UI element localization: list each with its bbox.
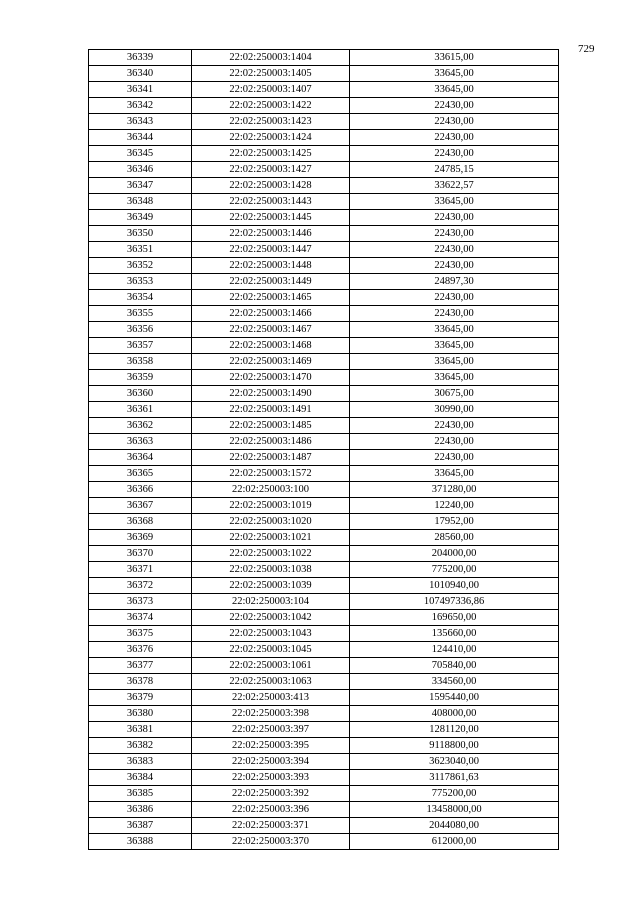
table-row (89, 146, 559, 162)
value-cell: 22430,00 (350, 146, 559, 162)
value-cell: 775200,00 (350, 562, 559, 578)
cadastral-number-cell: 22:02:250003:100 (192, 482, 350, 498)
cadastral-number-cell: 22:02:250003:394 (192, 754, 350, 770)
value-cell: 135660,00 (350, 626, 559, 642)
table-row (89, 658, 559, 674)
cadastral-number-cell: 22:02:250003:1022 (192, 546, 350, 562)
table-row (89, 818, 559, 834)
row-number-cell: 36355 (89, 306, 192, 322)
cadastral-number-cell: 22:02:250003:371 (192, 818, 350, 834)
cadastral-number-cell: 22:02:250003:1020 (192, 514, 350, 530)
row-number-cell: 36383 (89, 754, 192, 770)
cadastral-number-cell: 22:02:250003:398 (192, 706, 350, 722)
cadastral-number-cell: 22:02:250003:397 (192, 722, 350, 738)
table-row (89, 434, 559, 450)
row-number-cell: 36357 (89, 338, 192, 354)
cadastral-number-cell: 22:02:250003:1466 (192, 306, 350, 322)
row-number-cell: 36384 (89, 770, 192, 786)
cadastral-number-cell: 22:02:250003:393 (192, 770, 350, 786)
cadastral-number-cell: 22:02:250003:1468 (192, 338, 350, 354)
cadastral-number-cell: 22:02:250003:1470 (192, 370, 350, 386)
table-row (89, 402, 559, 418)
row-number-cell: 36363 (89, 434, 192, 450)
cadastral-number-cell: 22:02:250003:1491 (192, 402, 350, 418)
page-number: 729 (578, 43, 595, 55)
table-row (89, 690, 559, 706)
value-cell: 33615,00 (350, 50, 559, 66)
value-cell: 408000,00 (350, 706, 559, 722)
cadastral-number-cell: 22:02:250003:1490 (192, 386, 350, 402)
row-number-cell: 36354 (89, 290, 192, 306)
value-cell: 3117861,63 (350, 770, 559, 786)
value-cell: 612000,00 (350, 834, 559, 850)
row-number-cell: 36359 (89, 370, 192, 386)
row-number-cell: 36346 (89, 162, 192, 178)
row-number-cell: 36348 (89, 194, 192, 210)
table-row (89, 338, 559, 354)
table-row (89, 370, 559, 386)
cadastral-number-cell: 22:02:250003:1404 (192, 50, 350, 66)
row-number-cell: 36352 (89, 258, 192, 274)
cadastral-number-cell: 22:02:250003:1423 (192, 114, 350, 130)
row-number-cell: 36386 (89, 802, 192, 818)
value-cell: 124410,00 (350, 642, 559, 658)
value-cell: 24897,30 (350, 274, 559, 290)
cadastral-number-cell: 22:02:250003:1422 (192, 98, 350, 114)
value-cell: 17952,00 (350, 514, 559, 530)
table-row (89, 786, 559, 802)
row-number-cell: 36388 (89, 834, 192, 850)
value-cell: 13458000,00 (350, 802, 559, 818)
value-cell: 33645,00 (350, 194, 559, 210)
row-number-cell: 36361 (89, 402, 192, 418)
row-number-cell: 36378 (89, 674, 192, 690)
row-number-cell: 36377 (89, 658, 192, 674)
row-number-cell: 36367 (89, 498, 192, 514)
cadastral-number-cell: 22:02:250003:1042 (192, 610, 350, 626)
table-row (89, 482, 559, 498)
table-row (89, 530, 559, 546)
row-number-cell: 36382 (89, 738, 192, 754)
table-row (89, 706, 559, 722)
table-row (89, 770, 559, 786)
row-number-cell: 36341 (89, 82, 192, 98)
value-cell: 1595440,00 (350, 690, 559, 706)
cadastral-number-cell: 22:02:250003:1019 (192, 498, 350, 514)
table-row (89, 226, 559, 242)
value-cell: 22430,00 (350, 290, 559, 306)
row-number-cell: 36350 (89, 226, 192, 242)
row-number-cell: 36360 (89, 386, 192, 402)
row-number-cell: 36371 (89, 562, 192, 578)
table-row (89, 498, 559, 514)
table-row (89, 642, 559, 658)
table-row (89, 562, 559, 578)
table-row (89, 114, 559, 130)
data-table (88, 49, 559, 850)
row-number-cell: 36353 (89, 274, 192, 290)
value-cell: 33645,00 (350, 322, 559, 338)
table-row (89, 178, 559, 194)
cadastral-number-cell: 22:02:250003:1572 (192, 466, 350, 482)
cadastral-number-cell: 22:02:250003:1424 (192, 130, 350, 146)
cadastral-number-cell: 22:02:250003:392 (192, 786, 350, 802)
value-cell: 22430,00 (350, 258, 559, 274)
table-row (89, 514, 559, 530)
value-cell: 22430,00 (350, 226, 559, 242)
cadastral-number-cell: 22:02:250003:396 (192, 802, 350, 818)
row-number-cell: 36379 (89, 690, 192, 706)
table-row (89, 274, 559, 290)
table-row (89, 578, 559, 594)
row-number-cell: 36349 (89, 210, 192, 226)
cadastral-number-cell: 22:02:250003:1043 (192, 626, 350, 642)
table-row (89, 450, 559, 466)
row-number-cell: 36339 (89, 50, 192, 66)
value-cell: 24785,15 (350, 162, 559, 178)
table-row (89, 626, 559, 642)
row-number-cell: 36342 (89, 98, 192, 114)
value-cell: 1010940,00 (350, 578, 559, 594)
table-row (89, 754, 559, 770)
table-row (89, 546, 559, 562)
cadastral-number-cell: 22:02:250003:1039 (192, 578, 350, 594)
table-row (89, 738, 559, 754)
table-row (89, 466, 559, 482)
cadastral-number-cell: 22:02:250003:1427 (192, 162, 350, 178)
table-row (89, 594, 559, 610)
table-row (89, 210, 559, 226)
cadastral-number-cell: 22:02:250003:1061 (192, 658, 350, 674)
value-cell: 33622,57 (350, 178, 559, 194)
value-cell: 22430,00 (350, 450, 559, 466)
table-row (89, 802, 559, 818)
row-number-cell: 36362 (89, 418, 192, 434)
row-number-cell: 36373 (89, 594, 192, 610)
row-number-cell: 36376 (89, 642, 192, 658)
value-cell: 22430,00 (350, 418, 559, 434)
cadastral-number-cell: 22:02:250003:1428 (192, 178, 350, 194)
table-row (89, 82, 559, 98)
table-row (89, 242, 559, 258)
row-number-cell: 36372 (89, 578, 192, 594)
value-cell: 22430,00 (350, 210, 559, 226)
table-row (89, 98, 559, 114)
row-number-cell: 36340 (89, 66, 192, 82)
value-cell: 22430,00 (350, 242, 559, 258)
table-row (89, 354, 559, 370)
row-number-cell: 36381 (89, 722, 192, 738)
value-cell: 12240,00 (350, 498, 559, 514)
table-row (89, 322, 559, 338)
value-cell: 28560,00 (350, 530, 559, 546)
table-row (89, 834, 559, 850)
row-number-cell: 36380 (89, 706, 192, 722)
value-cell: 22430,00 (350, 306, 559, 322)
row-number-cell: 36375 (89, 626, 192, 642)
table-row (89, 386, 559, 402)
cadastral-number-cell: 22:02:250003:1446 (192, 226, 350, 242)
cadastral-number-cell: 22:02:250003:1045 (192, 642, 350, 658)
cadastral-number-cell: 22:02:250003:1487 (192, 450, 350, 466)
cadastral-number-cell: 22:02:250003:1445 (192, 210, 350, 226)
table-row (89, 194, 559, 210)
cadastral-number-cell: 22:02:250003:1021 (192, 530, 350, 546)
cadastral-number-cell: 22:02:250003:1407 (192, 82, 350, 98)
cadastral-number-cell: 22:02:250003:1485 (192, 418, 350, 434)
table-row (89, 162, 559, 178)
cadastral-number-cell: 22:02:250003:1063 (192, 674, 350, 690)
row-number-cell: 36351 (89, 242, 192, 258)
value-cell: 22430,00 (350, 130, 559, 146)
value-cell: 30990,00 (350, 402, 559, 418)
table-row (89, 130, 559, 146)
value-cell: 33645,00 (350, 82, 559, 98)
row-number-cell: 36366 (89, 482, 192, 498)
row-number-cell: 36344 (89, 130, 192, 146)
cadastral-number-cell: 22:02:250003:1405 (192, 66, 350, 82)
value-cell: 371280,00 (350, 482, 559, 498)
row-number-cell: 36364 (89, 450, 192, 466)
cadastral-number-cell: 22:02:250003:1465 (192, 290, 350, 306)
row-number-cell: 36368 (89, 514, 192, 530)
table-row (89, 258, 559, 274)
value-cell: 22430,00 (350, 114, 559, 130)
cadastral-number-cell: 22:02:250003:1469 (192, 354, 350, 370)
table-body (89, 50, 559, 850)
cadastral-number-cell: 22:02:250003:1448 (192, 258, 350, 274)
table-row (89, 290, 559, 306)
row-number-cell: 36365 (89, 466, 192, 482)
row-number-cell: 36347 (89, 178, 192, 194)
value-cell: 33645,00 (350, 338, 559, 354)
cadastral-number-cell: 22:02:250003:1449 (192, 274, 350, 290)
value-cell: 9118800,00 (350, 738, 559, 754)
data-table-container (88, 49, 558, 850)
value-cell: 204000,00 (350, 546, 559, 562)
cadastral-number-cell: 22:02:250003:370 (192, 834, 350, 850)
cadastral-number-cell: 22:02:250003:413 (192, 690, 350, 706)
row-number-cell: 36370 (89, 546, 192, 562)
value-cell: 3623040,00 (350, 754, 559, 770)
value-cell: 33645,00 (350, 66, 559, 82)
row-number-cell: 36369 (89, 530, 192, 546)
value-cell: 33645,00 (350, 466, 559, 482)
value-cell: 169650,00 (350, 610, 559, 626)
table-row (89, 306, 559, 322)
value-cell: 33645,00 (350, 354, 559, 370)
table-row (89, 674, 559, 690)
row-number-cell: 36356 (89, 322, 192, 338)
value-cell: 22430,00 (350, 434, 559, 450)
table-row (89, 418, 559, 434)
value-cell: 33645,00 (350, 370, 559, 386)
row-number-cell: 36345 (89, 146, 192, 162)
value-cell: 2044080,00 (350, 818, 559, 834)
table-row (89, 722, 559, 738)
value-cell: 705840,00 (350, 658, 559, 674)
value-cell: 1281120,00 (350, 722, 559, 738)
value-cell: 30675,00 (350, 386, 559, 402)
value-cell: 775200,00 (350, 786, 559, 802)
cadastral-number-cell: 22:02:250003:1467 (192, 322, 350, 338)
value-cell: 22430,00 (350, 98, 559, 114)
cadastral-number-cell: 22:02:250003:104 (192, 594, 350, 610)
row-number-cell: 36358 (89, 354, 192, 370)
cadastral-number-cell: 22:02:250003:1486 (192, 434, 350, 450)
cadastral-number-cell: 22:02:250003:1443 (192, 194, 350, 210)
row-number-cell: 36385 (89, 786, 192, 802)
row-number-cell: 36343 (89, 114, 192, 130)
table-row (89, 66, 559, 82)
value-cell: 107497336,86 (350, 594, 559, 610)
table-row (89, 610, 559, 626)
cadastral-number-cell: 22:02:250003:1425 (192, 146, 350, 162)
value-cell: 334560,00 (350, 674, 559, 690)
cadastral-number-cell: 22:02:250003:395 (192, 738, 350, 754)
table-row (89, 50, 559, 66)
row-number-cell: 36374 (89, 610, 192, 626)
row-number-cell: 36387 (89, 818, 192, 834)
cadastral-number-cell: 22:02:250003:1447 (192, 242, 350, 258)
cadastral-number-cell: 22:02:250003:1038 (192, 562, 350, 578)
